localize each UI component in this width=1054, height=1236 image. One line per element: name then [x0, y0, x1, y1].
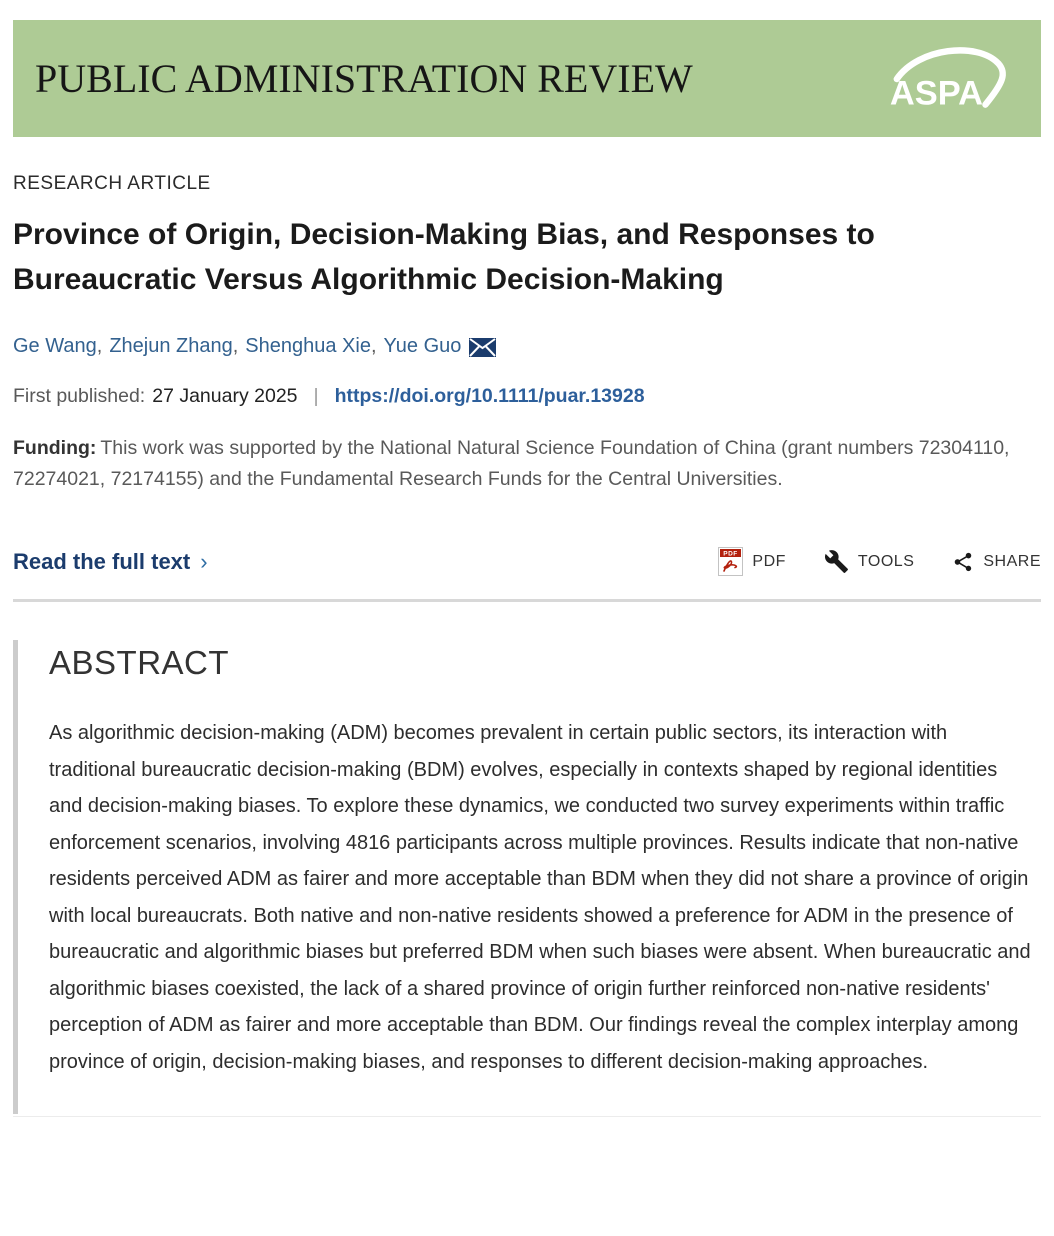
published-label: First published: — [13, 385, 146, 407]
wrench-icon — [824, 549, 849, 574]
article-page — [0, 20, 1054, 1117]
doi-link[interactable]: https://doi.org/10.1111/puar.13928 — [334, 385, 645, 407]
section-divider — [13, 599, 1041, 602]
share-label: SHARE — [983, 552, 1041, 570]
journal-title: PUBLIC ADMINISTRATION REVIEW — [35, 56, 693, 101]
pdf-icon — [718, 547, 743, 576]
tools-label: TOOLS — [857, 552, 915, 570]
funding-label: Funding: — [13, 437, 97, 459]
aspa-logo-icon — [883, 41, 1011, 123]
abstract-text: As algorithmic decision-making (ADM) becomes prevalent in certain public sectors, its interaction with traditional bureaucratic decision-making (BDM) evolves, especially in contexts shaped by regional identities and decision-making biases. To explore these dynamics, we conducted two survey experiments within traffic enforcement scenarios, involving 4816 participants across multiple provinces. Results indicate that non-native residents perceived ADM as fairer and more acceptable than BDM when they did not share a province of origin with local bureaucrats. Both native and non-native residents showed a preference for ADM in the presence of bureaucratic and algorithmic biases but preferred BDM when such biases were absent. When bureaucratic and algorithmic biases coexisted, the lack of a shared province of origin further reinforced non-native residents' perception of ADM as fairer and more acceptable than BDM. Our findings reveal the complex interplay among province of origin, decision-making biases, and responses to different decision-making approaches. — [49, 722, 1031, 1073]
abstract-section — [13, 640, 1041, 1114]
article-title: Province of Origin, Decision-Making Bias, and Responses to Bureaucratic Versus Algorithmic Decision-Making — [13, 218, 875, 296]
author-separator: , — [232, 335, 239, 357]
article-type-label: RESEARCH ARTICLE — [13, 173, 211, 194]
author-separator: , — [96, 335, 103, 357]
author-list — [13, 335, 1041, 358]
bottom-divider — [13, 1116, 1041, 1117]
journal-banner — [13, 20, 1041, 137]
pdf-button[interactable] — [718, 547, 786, 576]
share-icon — [952, 551, 974, 573]
abstract-heading: ABSTRACT — [49, 644, 230, 681]
pdf-label: PDF — [752, 552, 786, 570]
author-link[interactable]: Zhejun Zhang — [109, 335, 233, 357]
read-full-text-label: Read the full text — [13, 548, 191, 574]
publication-info — [13, 385, 1041, 408]
separator: | — [313, 385, 319, 407]
share-button[interactable] — [952, 551, 1041, 573]
published-date: 27 January 2025 — [152, 385, 298, 407]
chevron-right-icon: › — [200, 548, 208, 574]
email-corresponding-author-icon[interactable] — [469, 338, 496, 357]
action-row — [13, 547, 1041, 576]
tools-button[interactable] — [824, 549, 914, 574]
toolbar — [718, 547, 1041, 576]
svg-text:ASPA: ASPA — [889, 74, 984, 113]
funding-statement — [13, 433, 1041, 495]
author-link[interactable]: Ge Wang — [13, 335, 97, 357]
read-full-text-link[interactable] — [13, 549, 208, 575]
svg-text:PDF: PDF — [723, 550, 739, 558]
author-separator: , — [370, 335, 377, 357]
author-link[interactable]: Yue Guo — [383, 335, 462, 357]
funding-text: This work was supported by the National Natural Science Foundation of China (grant numbers 72304110, 72274021, 72174155) and the Fundamental Research Funds for the Central Universities. — [13, 437, 1010, 490]
author-link[interactable]: Shenghua Xie — [245, 335, 371, 357]
